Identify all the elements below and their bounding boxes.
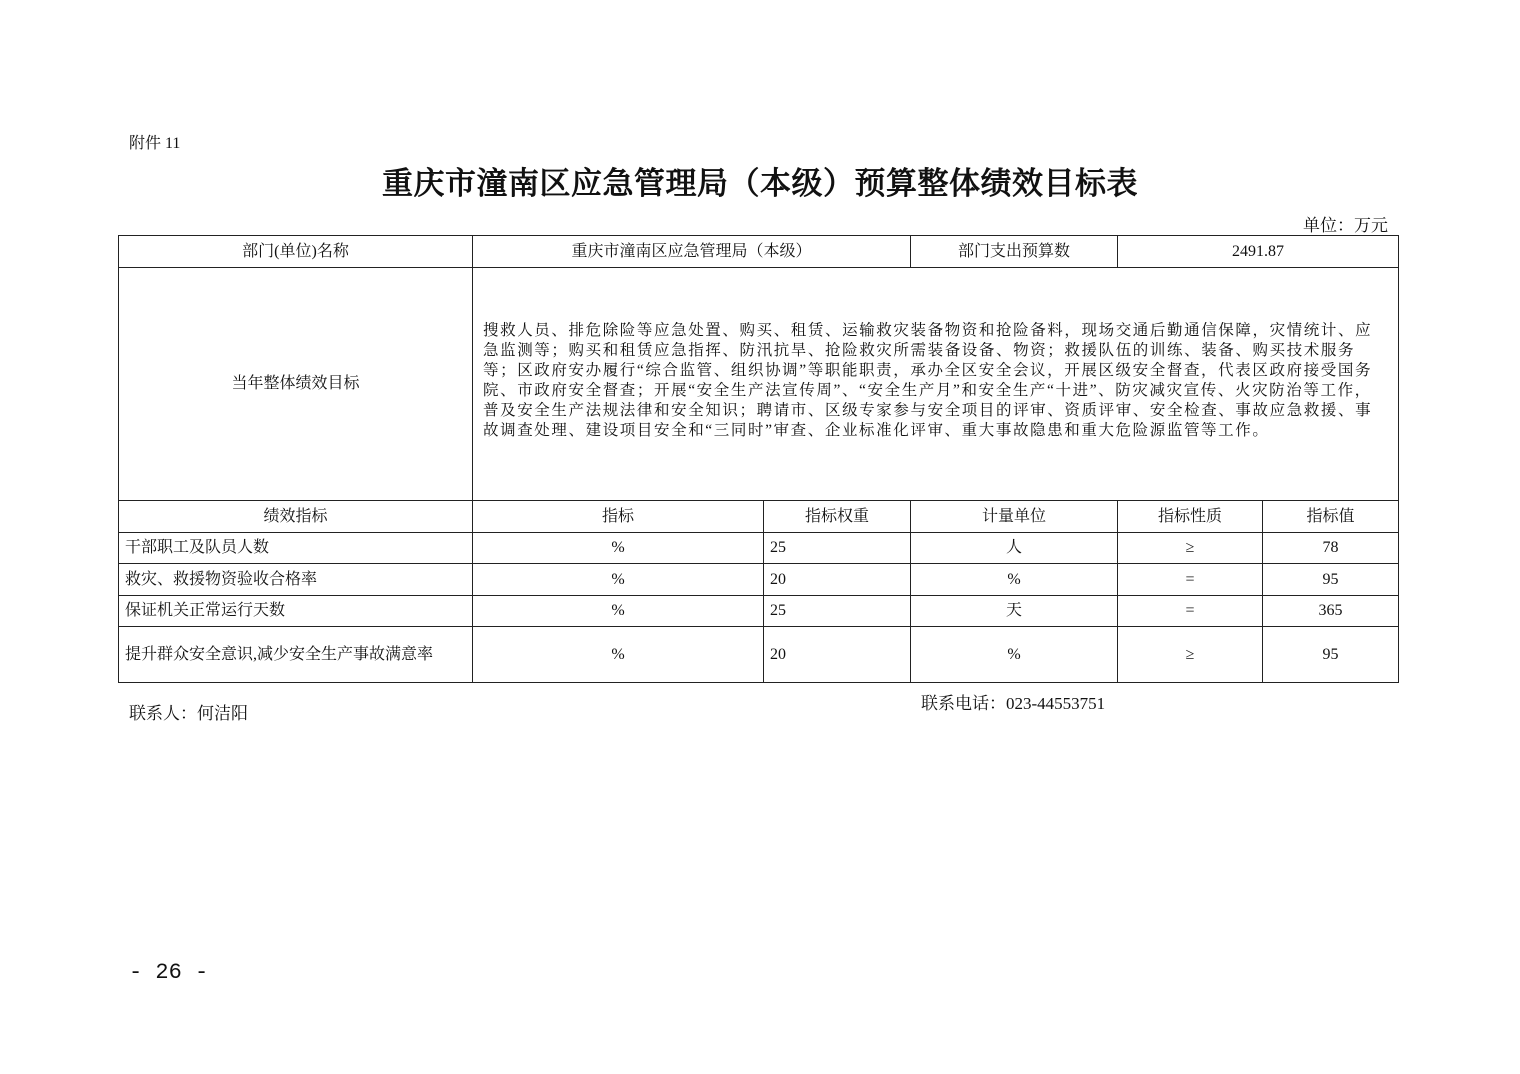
- nature-header: 指标性质: [1118, 501, 1263, 533]
- weight-cell: 25: [764, 596, 911, 627]
- contact-phone: 联系电话：023-44553751: [921, 694, 1106, 713]
- goal-text: 搜救人员、排危除险等应急处置、购买、租赁、运输救灾装备物资和抢险备料，现场交通后勤通信保障，灾情统计、应急监测等；购买和租赁应急指挥、防汛抗旱、抢险救灾所需装备设备、物资；救援队伍的训练、装备、购买技术服务等；区政府安办履行“综合监管、组织协调”等职能职责，承办全区安全会议，开展区级安全督查，代表区政府接受国务院、市政府安全督查；开展“安全生产法宣传周”、“安全生产月”和安全生产“十进”、防灾减灾宣传、火灾防治等工作，普及安全生产法规法律和安全知识；聘请市、区级专家参与安全项目的评审、资质评审、安全检查、事故应急救援、事故调查处理、建设项目安全和“三同时”审查、企业标准化评审、重大事故隐患和重大危险源监管等工作。: [473, 268, 1399, 501]
- weight-cell: 20: [764, 564, 911, 596]
- page-number: - 26 -: [129, 960, 209, 985]
- nature-cell: =: [1118, 596, 1263, 627]
- contact-person: 联系人：何洁阳: [129, 704, 248, 723]
- nature-cell: =: [1118, 564, 1263, 596]
- budget-value: 2491.87: [1118, 236, 1399, 268]
- value-cell: 95: [1263, 627, 1399, 683]
- indicator-cell: %: [473, 627, 764, 683]
- nature-cell: ≥: [1118, 627, 1263, 683]
- header-row: [119, 236, 1399, 268]
- value-header: 指标值: [1263, 501, 1399, 533]
- weight-cell: 20: [764, 627, 911, 683]
- goal-label: 当年整体绩效目标: [119, 268, 473, 501]
- page-title: 重庆市潼南区应急管理局（本级）预算整体绩效目标表: [382, 166, 1138, 201]
- value-cell: 365: [1263, 596, 1399, 627]
- unit-header: 计量单位: [911, 501, 1118, 533]
- table-row: [119, 533, 1399, 564]
- performance-table: [118, 235, 1399, 683]
- weight-header: 指标权重: [764, 501, 911, 533]
- indicator-name: 提升群众安全意识,减少安全生产事故满意率: [119, 627, 473, 683]
- indicator-header-row: [119, 501, 1399, 533]
- table-row: [119, 564, 1399, 596]
- indicator-name: 保证机关正常运行天数: [119, 596, 473, 627]
- unit-cell: 天: [911, 596, 1118, 627]
- perf-header: 绩效指标: [119, 501, 473, 533]
- unit-label: 单位：万元: [1303, 216, 1388, 235]
- budget-label: 部门支出预算数: [911, 236, 1118, 268]
- nature-cell: ≥: [1118, 533, 1263, 564]
- value-cell: 78: [1263, 533, 1399, 564]
- table-row: [119, 627, 1399, 683]
- value-cell: 95: [1263, 564, 1399, 596]
- indicator-name: 干部职工及队员人数: [119, 533, 473, 564]
- indicator-cell: %: [473, 533, 764, 564]
- dept-name-value: 重庆市潼南区应急管理局（本级）: [473, 236, 911, 268]
- unit-cell: 人: [911, 533, 1118, 564]
- attachment-label: 附件 11: [129, 135, 181, 152]
- indicator-cell: %: [473, 564, 764, 596]
- weight-cell: 25: [764, 533, 911, 564]
- unit-cell: %: [911, 627, 1118, 683]
- indicator-header: 指标: [473, 501, 764, 533]
- indicator-cell: %: [473, 596, 764, 627]
- table-row: [119, 596, 1399, 627]
- unit-cell: %: [911, 564, 1118, 596]
- indicator-name: 救灾、救援物资验收合格率: [119, 564, 473, 596]
- goal-row: [119, 268, 1399, 501]
- dept-name-label: 部门(单位)名称: [119, 236, 473, 268]
